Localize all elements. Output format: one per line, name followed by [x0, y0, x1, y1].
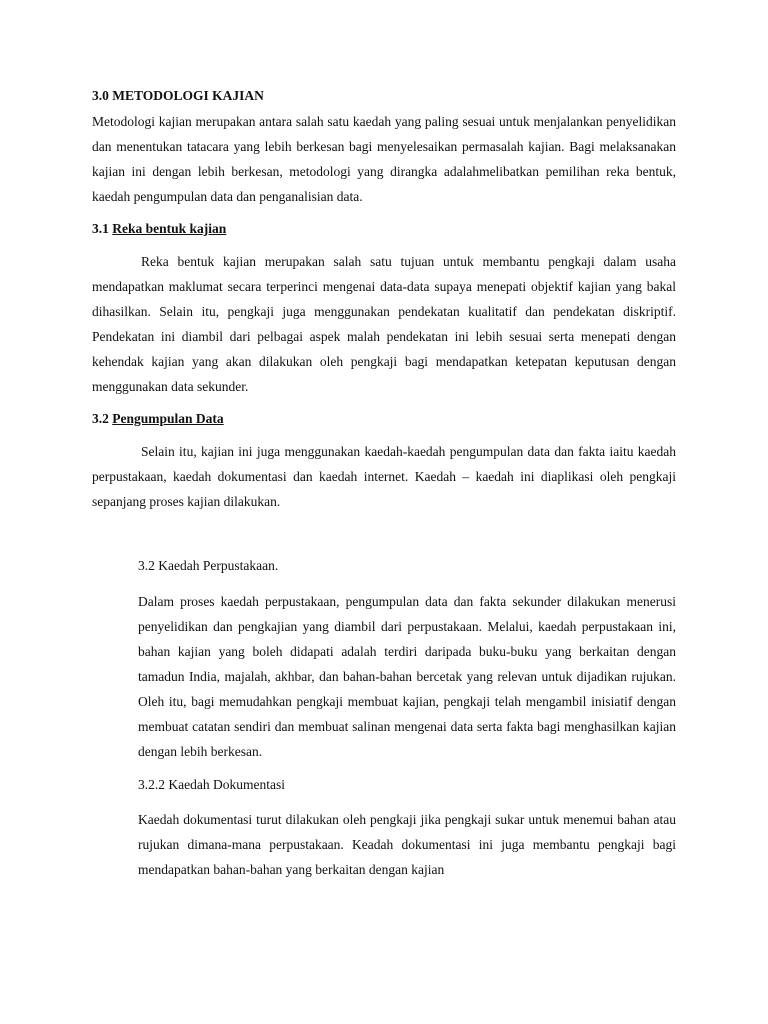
section-3-1-paragraph: Reka bentuk kajian merupakan salah satu tujuan untuk membantu pengkaji dalam usaha mendapatkan maklumat secara terperinci mengenai data-data supaya menepati objektif kajian yang bakal dihasilkan. Selain itu, pengkaji juga menggunakan pendekatan kualitatif dan pendekatan diskriptif. Pendekatan ini diambil dari pelbagai aspek malah pendekatan ini lebih sesuai serta menepati dengan kehendak kajian yang akan dilakukan oleh pengkaji bagi mendapatkan ketepatan keputusan dengan menggunakan data sekunder. — [92, 254, 676, 394]
section-3-2-title: Pengumpulan Data — [112, 411, 224, 426]
section-3-1-number: 3.1 — [92, 221, 109, 236]
section-3-1-heading — [92, 219, 676, 239]
subsection-kaedah-perpustakaan-heading: 3.2 Kaedah Perpustakaan. — [138, 558, 279, 573]
section-3-0-heading — [92, 86, 676, 106]
section-3-2-paragraph: Selain itu, kajian ini juga menggunakan kaedah-kaedah pengumpulan data dan fakta iaitu kaedah perpustakaan, kaedah dokumentasi dan kaedah internet. Kaedah – kaedah ini diaplikasi oleh pengkaji sepanjang proses kajian dilakukan. — [92, 444, 676, 509]
subsection-kaedah-dokumentasi-heading: 3.2.2 Kaedah Dokumentasi — [138, 777, 285, 792]
section-3-1-title: Reka bentuk kajian — [112, 221, 227, 236]
subsection-kaedah-dokumentasi-paragraph: Kaedah dokumentasi turut dilakukan oleh pengkaji jika pengkaji sukar untuk menemui bahan atau rujukan dimana-mana perpustakaan. Keadah dokumentasi ini juga membantu pengkaji bagi mendapatkan bahan-bahan yang berkaitan dengan kajian — [138, 812, 676, 877]
section-3-0-paragraph: Metodologi kajian merupakan antara salah satu kaedah yang paling sesuai untuk menjalankan penyelidikan dan menentukan tatacara yang lebih berkesan bagi menyelesaikan permasalah kajian. Bagi melaksanakan kajian ini dengan lebih berkesan, metodologi yang dirangka adalahmelibatkan pemilihan reka bentuk, kaedah pengumpulan data dan penganalisian data. — [92, 114, 676, 204]
section-3-2-number: 3.2 — [92, 411, 109, 426]
section-3-0-number: 3.0 — [92, 88, 109, 103]
section-3-0-title: METODOLOGI KAJIAN — [112, 88, 264, 103]
section-3-2-heading — [92, 409, 676, 429]
subsection-kaedah-perpustakaan-paragraph: Dalam proses kaedah perpustakaan, pengumpulan data dan fakta sekunder dilakukan menerusi penyelidikan dan pengkajian yang diambil dari perpustakaan. Melalui, kaedah perpustakaan ini, bahan kajian yang boleh didapati adalah terdiri daripada buku-buku yang berkaitan dengan tamadun India, majalah, akhbar, dan bahan-bahan bercetak yang relevan untuk dijadikan rujukan. Oleh itu, bagi memudahkan pengkaji membuat kajian, pengkaji telah mengambil inisiatif dengan membuat catatan sendiri dan membuat salinan mengenai data serta fakta bagi menghasilkan kajian dengan lebih berkesan. — [138, 594, 676, 759]
document-page — [92, 86, 676, 882]
